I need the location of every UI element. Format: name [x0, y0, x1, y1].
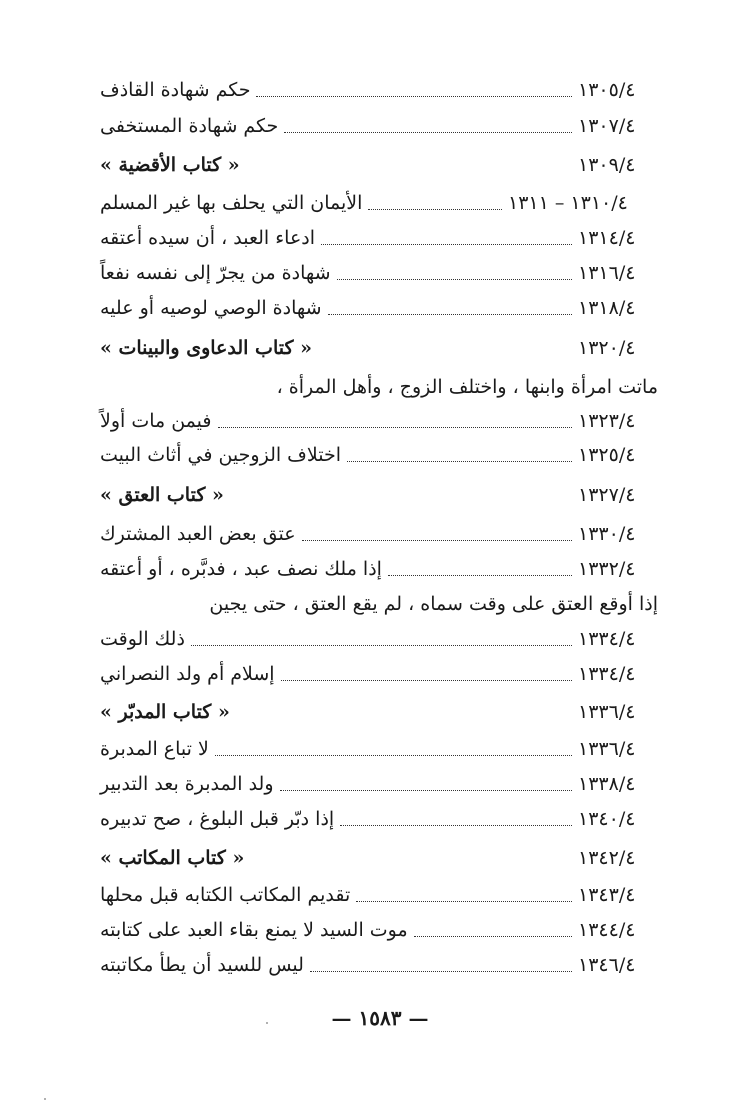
paper-speck: [266, 1022, 268, 1024]
entry-page-reference: ١٣١٤/٤: [578, 227, 636, 249]
dot-leader: [256, 96, 572, 97]
toc-entry: [100, 372, 658, 402]
entry-page-reference: ١٣١٨/٤: [578, 297, 636, 319]
entry-title: إسلام أم ولد النصراني: [100, 663, 275, 685]
entry-title: فيمن مات أولاً: [100, 410, 212, 432]
entry-page-reference: ١٣٠٥/٤: [578, 79, 636, 101]
entry-page-reference: ١٣٠٧/٤: [578, 115, 636, 137]
entry-page-reference: ١٣٣٦/٤: [578, 701, 636, 723]
entry-page-reference: ١٣٣٠/٤: [578, 523, 636, 545]
section-title: « كتاب المدبّر »: [100, 701, 230, 723]
page-number: — ١٥٨٣ —: [331, 1006, 429, 1030]
toc-entry: [100, 624, 658, 654]
section-title: « كتاب الدعاوى والبينات »: [100, 337, 312, 359]
entry-title: إذا ملك نصف عبد ، فدبَّره ، أو أعتقه: [100, 558, 382, 580]
section-title: « كتاب العتق »: [100, 484, 224, 506]
entry-title: حكم شهادة المستخفى: [100, 115, 279, 137]
toc-section-heading: [100, 697, 658, 727]
entry-page-reference: ١٣٢٠/٤: [578, 337, 636, 359]
dot-leader: [191, 645, 572, 646]
toc-section-heading: [100, 480, 658, 510]
dot-leader: [321, 244, 572, 245]
toc-entry: [100, 519, 658, 549]
dot-leader: [218, 427, 573, 428]
entry-page-reference: ١٣٢٥/٤: [578, 444, 636, 466]
entry-title: ليس للسيد أن يطأ مكاتبته: [100, 954, 304, 976]
toc-section-heading: [100, 843, 658, 873]
toc-entry: [100, 293, 658, 323]
dot-leader: [215, 755, 572, 756]
entry-page-reference: ١٣٣٨/٤: [578, 773, 636, 795]
toc-entry: [100, 880, 658, 910]
entry-page-reference: ١٣٤٤/٤: [578, 919, 636, 941]
entry-title: الأيمان التي يحلف بها غير المسلم: [100, 192, 363, 214]
toc-entry: [100, 950, 658, 980]
dot-leader: [368, 209, 502, 210]
entry-title: حكم شهادة القاذف: [100, 79, 251, 101]
toc-entry: [100, 188, 658, 218]
entry-title: شهادة الوصي لوصيه أو عليه: [100, 297, 322, 319]
toc-entry: [100, 440, 658, 470]
toc-entry: [100, 915, 658, 945]
toc-entry: [100, 554, 658, 584]
dot-leader: [284, 132, 572, 133]
toc-entry: [100, 804, 658, 834]
toc-entry: [100, 406, 658, 436]
entry-title: تقديم المكاتب الكتابه قبل محلها: [100, 884, 351, 906]
toc-entry: [100, 734, 658, 764]
toc-section-heading: [100, 150, 658, 180]
entry-page-reference: ١٣٤٣/٤: [578, 884, 636, 906]
toc-entry: [100, 75, 658, 105]
entry-page-reference: ١٣٣٦/٤: [578, 738, 636, 760]
entry-page-reference: ١٣١٦/٤: [578, 262, 636, 284]
entry-page-reference: ١٣٤٦/٤: [578, 954, 636, 976]
toc-entry: [100, 223, 658, 253]
entry-page-reference: ١٣٠٩/٤: [578, 154, 636, 176]
dot-leader: [414, 936, 572, 937]
entry-title: عتق بعض العبد المشترك: [100, 523, 296, 545]
entry-page-reference: ١٣٣٤/٤: [578, 628, 636, 650]
entry-title: اختلاف الزوجين في أثاث البيت: [100, 444, 341, 466]
section-title: « كتاب المكاتب »: [100, 847, 245, 869]
toc-entry: [100, 258, 658, 288]
dot-leader: [302, 540, 572, 541]
entry-title: ادعاء العبد ، أن سيده أعتقه: [100, 227, 316, 249]
dot-leader: [388, 575, 572, 576]
entry-title: ذلك الوقت: [100, 628, 185, 650]
toc-section-heading: [100, 333, 658, 363]
toc-entry: [100, 769, 658, 799]
dot-leader: [347, 461, 572, 462]
paper-speck: [44, 1098, 46, 1100]
entry-title: إذا أوقع العتق على وقت سماه ، لم يقع العتق ، حتى يجين: [209, 593, 658, 615]
entry-page-reference: ١٣٤٢/٤: [578, 847, 636, 869]
entry-page-reference: ١٣٤٠/٤: [578, 808, 636, 830]
entry-title: ولد المدبرة بعد التدبير: [100, 773, 274, 795]
entry-page-reference: ١٣٣٤/٤: [578, 663, 636, 685]
entry-page-reference: ١٣٣٢/٤: [578, 558, 636, 580]
dot-leader: [328, 314, 572, 315]
entry-page-reference: ١٣٢٣/٤: [578, 410, 636, 432]
entry-title: موت السيد لا يمنع بقاء العبد على كتابته: [100, 919, 408, 941]
section-title: « كتاب الأقضية »: [100, 154, 240, 176]
entry-page-reference: ١٣٢٧/٤: [578, 484, 636, 506]
toc-entry: [100, 659, 658, 689]
toc-entry: [100, 111, 658, 141]
dot-leader: [281, 680, 572, 681]
toc-entry: [100, 589, 658, 619]
dot-leader: [280, 790, 572, 791]
entry-page-reference: ١٣١٠/٤ – ١٣١١: [508, 192, 628, 214]
dot-leader: [310, 971, 572, 972]
entry-title: لا تباع المدبرة: [100, 738, 209, 760]
dot-leader: [337, 279, 572, 280]
entry-title: ماتت امرأة وابنها ، واختلف الزوج ، وأهل المرأة ،: [276, 376, 658, 398]
dot-leader: [356, 901, 572, 902]
dot-leader: [340, 825, 572, 826]
entry-title: شهادة من يجرّ إلى نفسه نفعاً: [100, 262, 331, 284]
entry-title: إذا دبّر قبل البلوغ ، صح تدبيره: [100, 808, 335, 830]
